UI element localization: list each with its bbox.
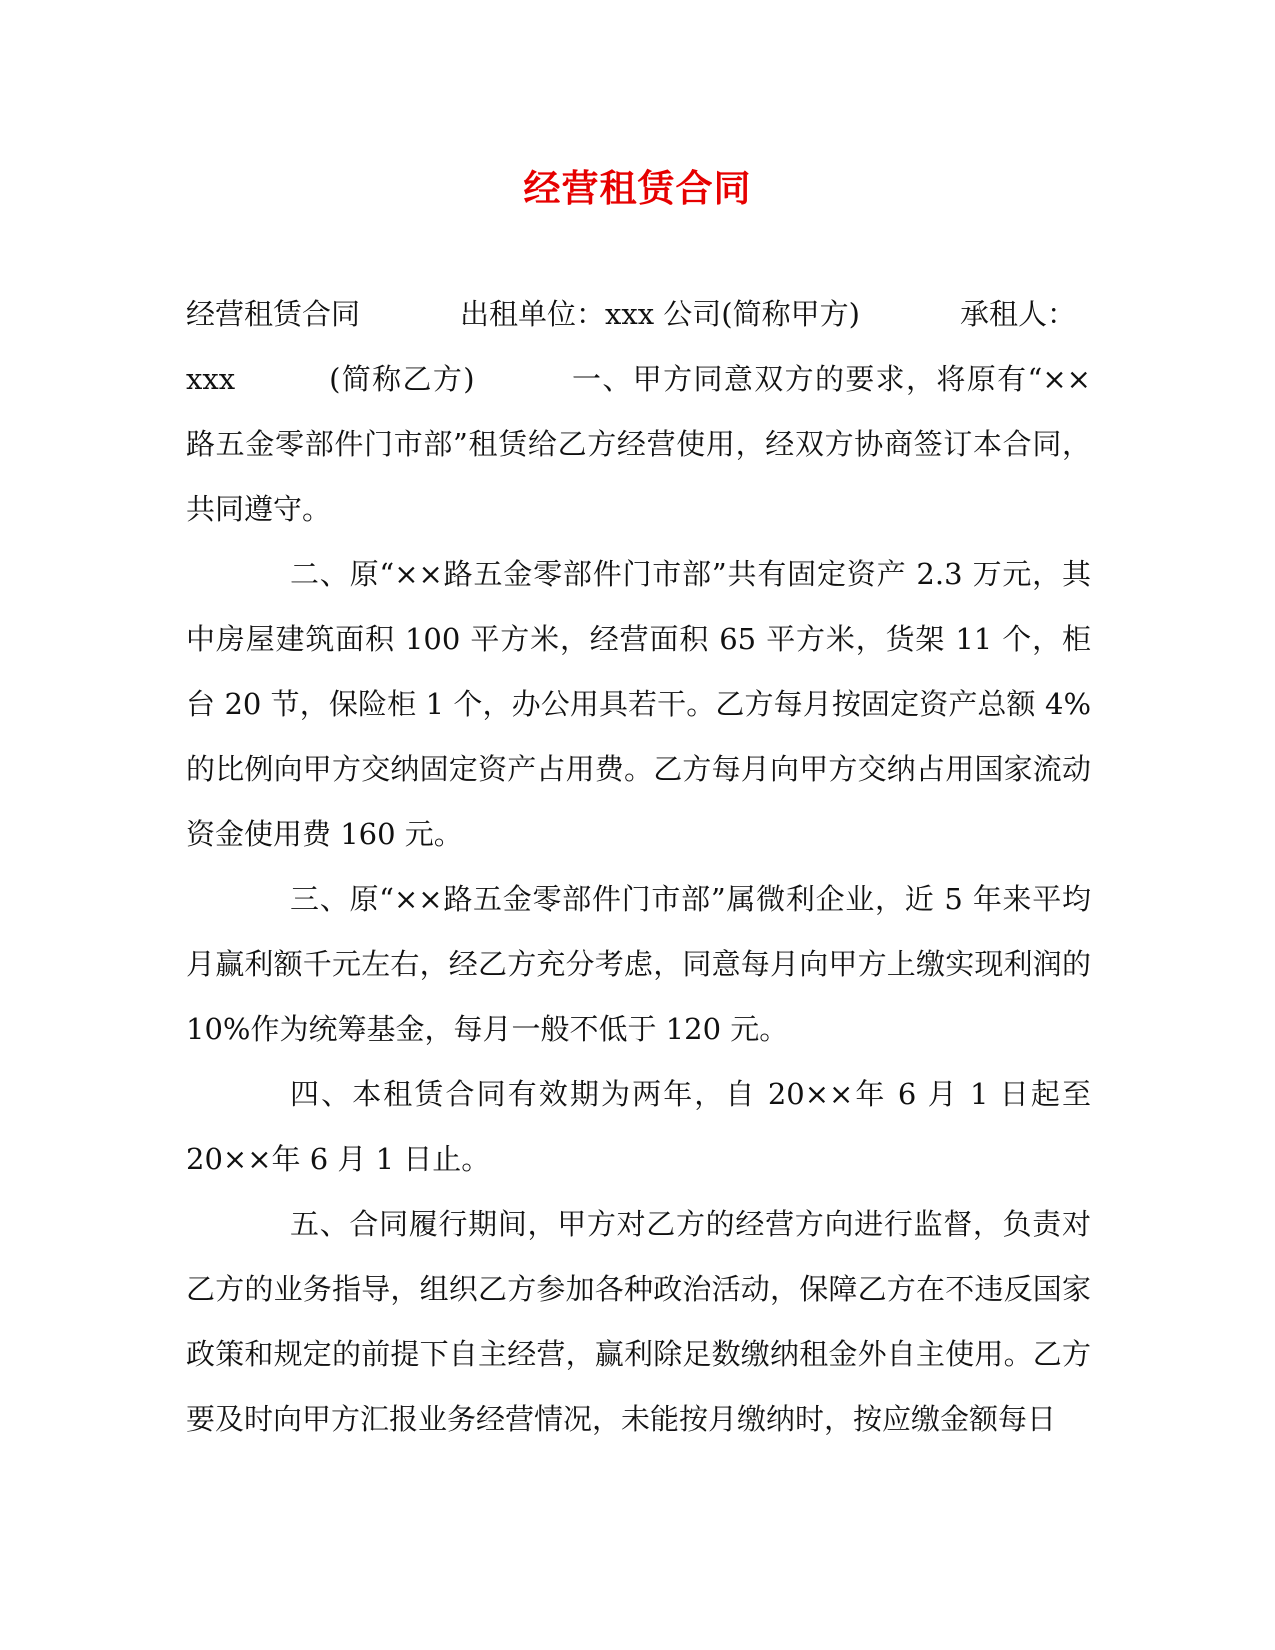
- clause-5: 五、合同履行期间，甲方对乙方的经营方向进行监督，负责对乙方的业务指导，组织乙方参加各种政治活动，保障乙方在不违反国家政策和规定的前提下自主经营，赢利除足数缴纳租金外自主使用。乙方要及时向甲方汇报业务经营情况，未能按月缴纳时，按应缴金额每日: [186, 1207, 1091, 1436]
- clause-3: 三、原“××路五金零部件门市部”属微利企业，近 5 年来平均月赢利额千元左右，经乙方充分考虑，同意每月向甲方上缴实现利润的 10%作为统筹基金，每月一般不低于 120 元。: [186, 882, 1091, 1046]
- clause-4: 四、本租赁合同有效期为两年，自 20××年 6 月 1 日起至 20××年 6 月 1 日止。: [186, 1077, 1091, 1176]
- lessee-name: xxx: [186, 362, 236, 396]
- lessee-label: 承租人：: [959, 297, 1076, 331]
- lessor-info: 出租单位：xxx 公司(简称甲方): [460, 297, 860, 331]
- document-title: 经营租赁合同: [523, 166, 752, 210]
- opening-paragraph: [186, 282, 1091, 542]
- clause-1: 一、甲方同意双方的要求，将原有“××路五金零部件门市部”租赁给乙方经营使用，经双方协商签订本合同，共同遵守。: [186, 362, 1091, 526]
- document-body: [186, 282, 1091, 1452]
- contract-label: 经营租赁合同: [186, 297, 361, 331]
- lessee-abbr: (简称乙方): [329, 362, 475, 396]
- clause-2: 二、原“××路五金零部件门市部”共有固定资产 2.3 万元，其中房屋建筑面积 100 平方米，经营面积 65 平方米，货架 11 个，柜台 20 节，保险柜 1 个，办公用具若干。乙方每月按固定资产总额 4%的比例向甲方交纳固定资产占用费。乙方每月向甲方交纳占用国家流动资金使用费 160 元。: [186, 557, 1091, 851]
